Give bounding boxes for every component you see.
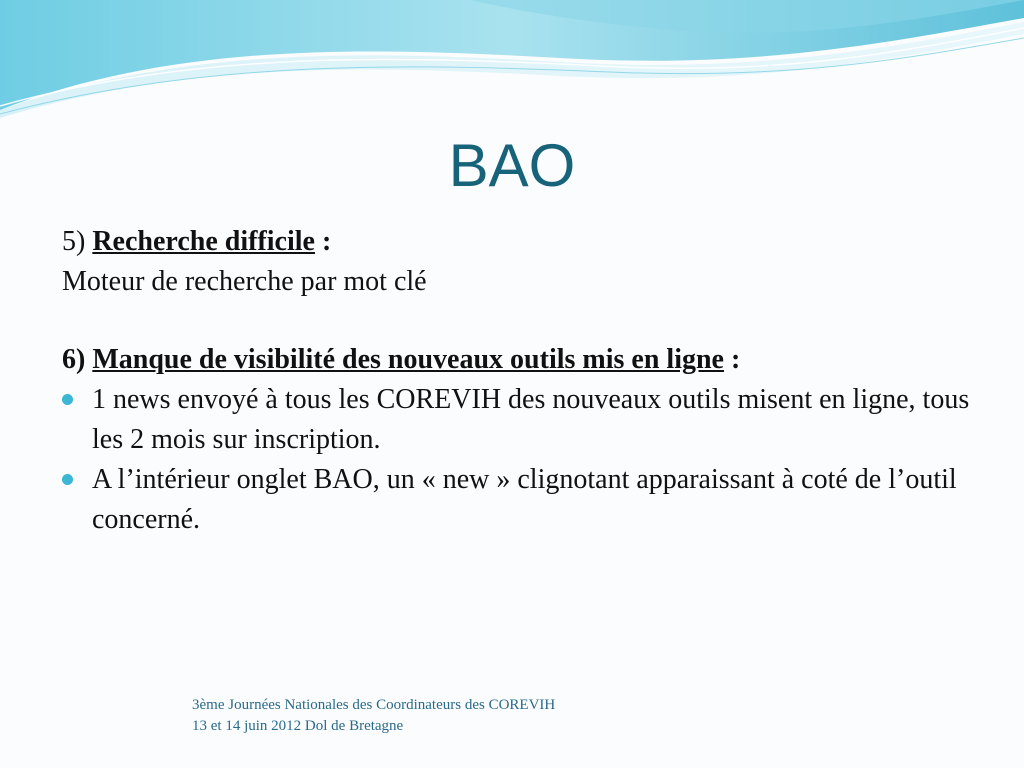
bullet-dot-icon [62,474,73,485]
header-wave-decoration [0,0,1024,130]
section-6-bullet-list [62,380,982,540]
bullet-text: 1 news envoyé à tous les COREVIH des nouveaux outils misent en ligne, tous les 2 mois sur inscription. [92,384,970,455]
section-6-heading-line [62,340,982,380]
section-5-text: Moteur de recherche par mot clé [62,266,427,297]
slide-content [62,222,982,540]
list-item [62,460,982,540]
footer-line-1: 3ème Journées Nationales des Coordinateurs des COREVIH [192,697,556,713]
slide-title: BAO [448,132,576,199]
section-6-number: 6) [62,344,86,375]
footer-line-2: 13 et 14 juin 2012 Dol de Bretagne [192,718,404,734]
bullet-dot-icon [62,394,73,405]
list-item [62,380,982,460]
section-6-colon: : [730,344,741,375]
section-6-heading: Manque de visibilité des nouveaux outils mis en ligne [92,344,724,375]
section-gap [62,302,982,340]
section-5-colon: : [321,226,332,257]
section-5-heading: Recherche difficile [92,226,315,257]
section-5-number: 5) [62,226,86,257]
slide-footer [192,695,555,737]
section-5-heading-line [62,222,982,262]
bullet-text: A l’intérieur onglet BAO, un « new » clignotant apparaissant à coté de l’outil concerné. [92,464,957,535]
